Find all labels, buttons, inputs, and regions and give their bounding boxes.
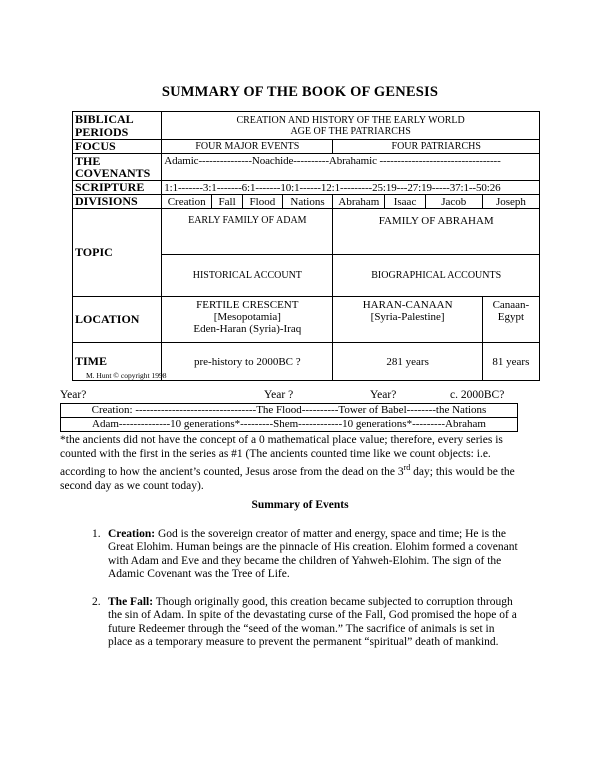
list-item-term: Creation: bbox=[108, 528, 156, 540]
list-item-number: 1. bbox=[92, 528, 101, 540]
location-fertile-crescent: FERTILE CRESCENT bbox=[196, 299, 299, 311]
covenants-line: Adamic---------------Noachide----------Abrahamic ---------------------------------- bbox=[162, 154, 540, 181]
label-topic: TOPIC bbox=[73, 209, 162, 297]
location-eden-haran: Eden-Haran (Syria)-Iraq bbox=[193, 323, 302, 335]
label-focus: FOCUS bbox=[73, 140, 162, 154]
time-prehistory: pre-history to 2000BC ? bbox=[162, 343, 333, 381]
division-jacob: Jacob bbox=[425, 195, 482, 209]
list-item-text: Though originally good, this creation became subjected to corruption through the sin of Adam. In spite of the devastating curse of the Fall, God promised the hope of a future Redeemer through the “seed of the woman.” The sacrifice of animals is set in place as a temporary measure to prevent the permanent “spiritual” death of mankind. bbox=[108, 596, 517, 648]
location-canaan: Canaan- bbox=[492, 299, 530, 311]
timeline-generations-row: Adam--------------10 generations*---------Shem------------10 generations*---------Abraham bbox=[61, 418, 518, 432]
label-biblical-periods: BIBLICAL PERIODS bbox=[73, 112, 162, 140]
list-item bbox=[92, 596, 520, 649]
row-scripture bbox=[73, 181, 540, 195]
topic-early-family-of-adam: EARLY FAMILY OF ADAM bbox=[162, 209, 333, 255]
row-topic-top bbox=[73, 209, 540, 255]
label-scripture: SCRIPTURE bbox=[73, 181, 162, 195]
footnote-text-end: day; this would be the second day as we count today). bbox=[60, 466, 515, 493]
location-haran-canaan: HARAN-CANAAN bbox=[362, 299, 453, 311]
period-creation-history: CREATION AND HISTORY OF THE EARLY WORLD bbox=[236, 114, 465, 126]
year-header-1: Year? bbox=[60, 389, 87, 401]
division-joseph: Joseph bbox=[482, 195, 539, 209]
focus-four-major-events: FOUR MAJOR EVENTS bbox=[162, 140, 333, 154]
location-mesopotamia: [Mesopotamia] bbox=[213, 311, 281, 323]
time-81-years: 81 years bbox=[482, 343, 539, 381]
division-flood: Flood bbox=[243, 195, 282, 209]
list-item bbox=[92, 528, 520, 581]
topic-historical-account: HISTORICAL ACCOUNT bbox=[162, 255, 333, 297]
location-syria-palestine: [Syria-Palestine] bbox=[370, 311, 445, 323]
copyright-note: M. Hunt © copyright 1998 bbox=[86, 371, 167, 380]
location-egypt: Egypt bbox=[497, 311, 525, 323]
timeline-year-headers bbox=[60, 389, 518, 403]
page-title: SUMMARY OF THE BOOK OF GENESIS bbox=[161, 84, 439, 100]
label-time: TIME bbox=[73, 343, 162, 381]
division-creation: Creation bbox=[162, 195, 212, 209]
row-biblical-periods bbox=[73, 112, 540, 140]
row-covenants bbox=[73, 154, 540, 181]
list-item-term: The Fall: bbox=[108, 596, 154, 608]
footnote-asterisk: * bbox=[60, 434, 66, 446]
genesis-summary-table bbox=[72, 111, 540, 381]
footnote-text: the ancients did not have the concept of a 0 mathematical place value; therefore, every series is counted with the first in the series as #1 (The ancients counted time like we count objects: i.e. according to how the ancient’s counted, Jesus arose from the dead on the 3 bbox=[60, 434, 503, 479]
row-divisions bbox=[73, 195, 540, 209]
row-focus bbox=[73, 140, 540, 154]
topic-biographical-accounts: BIOGRAPHICAL ACCOUNTS bbox=[333, 255, 540, 297]
year-header-3: Year? bbox=[370, 389, 397, 401]
division-fall: Fall bbox=[212, 195, 243, 209]
division-nations: Nations bbox=[282, 195, 333, 209]
list-item-number: 2. bbox=[92, 596, 101, 608]
period-patriarchs: AGE OF THE PATRIARCHS bbox=[290, 125, 411, 137]
label-location: LOCATION bbox=[73, 297, 162, 343]
division-isaac: Isaac bbox=[385, 195, 425, 209]
label-divisions: DIVISIONS bbox=[73, 195, 162, 209]
row-location bbox=[73, 297, 540, 343]
year-header-2: Year ? bbox=[264, 389, 294, 401]
year-header-4: c. 2000BC? bbox=[450, 389, 505, 401]
topic-family-of-abraham: FAMILY OF ABRAHAM bbox=[333, 209, 540, 255]
timeline-events-row: Creation: ---------------------------------The Flood----------Tower of Babel--------the Nations bbox=[61, 404, 518, 418]
focus-four-patriarchs: FOUR PATRIARCHS bbox=[333, 140, 540, 154]
footnote-superscript: rd bbox=[403, 463, 411, 473]
scripture-references: 1:1-------3:1-------6:1-------10:1------12:1---------25:19---27:19-----37:1--50:26 bbox=[162, 181, 540, 195]
footnote bbox=[60, 433, 518, 494]
time-281-years: 281 years bbox=[333, 343, 482, 381]
timeline-table bbox=[60, 403, 518, 432]
division-abraham: Abraham bbox=[333, 195, 385, 209]
list-item-text: God is the sovereign creator of matter and energy, space and time; He is the Great Elohim. Human beings are the pinnacle of His creation. Elohim formed a covenant with Adam and Eve and they became the children of Yahweh-Elohim. The sign of the Adamic Covenant was the Tree of Life. bbox=[108, 528, 518, 580]
summary-heading: Summary of Events bbox=[251, 499, 349, 511]
label-covenants: THE COVENANTS bbox=[73, 154, 162, 181]
